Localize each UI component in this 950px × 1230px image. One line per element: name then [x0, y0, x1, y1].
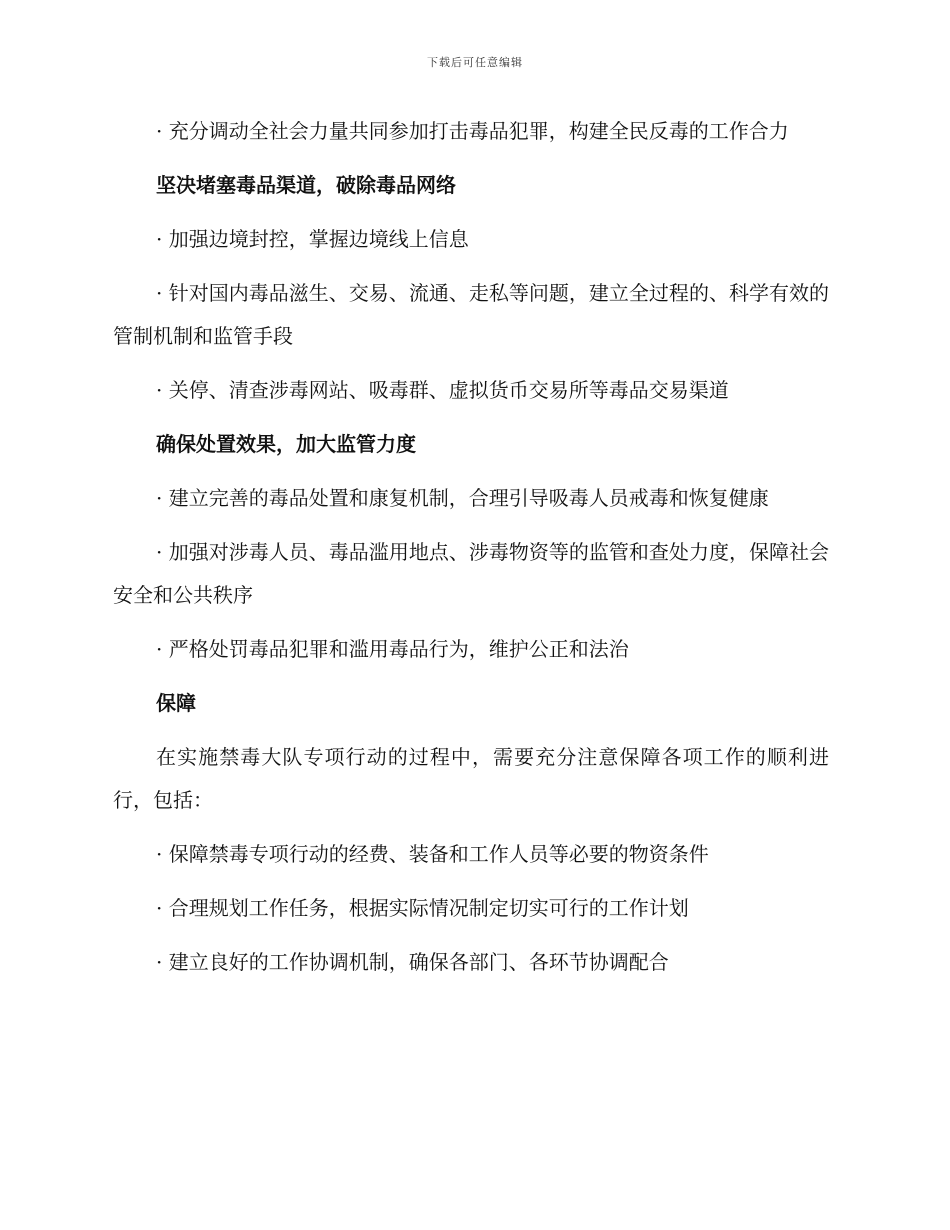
- section-heading: 确保处置效果，加大监管力度: [156, 432, 416, 456]
- bullet-item: · 严格处罚毒品犯罪和滥用毒品行为，维护公正和法治: [156, 637, 629, 661]
- bullet-item: · 针对国内毒品滋生、交易、流通、走私等问题，建立全过程的、科学有效的管制机制和监管手段: [113, 281, 829, 348]
- section-heading: 坚决堵塞毒品渠道，破除毒品网络: [156, 173, 456, 197]
- body-paragraph: 在实施禁毒大队专项行动的过程中，需要充分注意保障各项工作的顺利进行，包括：: [113, 745, 829, 812]
- bullet-item: · 建立完善的毒品处置和康复机制，合理引导吸毒人员戒毒和恢复健康: [156, 486, 769, 510]
- document-body: [113, 110, 829, 995]
- section-heading: 保障: [156, 691, 196, 715]
- bullet-item: · 关停、清查涉毒网站、吸毒群、虚拟货币交易所等毒品交易渠道: [156, 378, 729, 402]
- bullet-item: · 合理规划工作任务，根据实际情况制定切实可行的工作计划: [156, 896, 689, 920]
- bullet-item: · 保障禁毒专项行动的经费、装备和工作人员等必要的物资条件: [156, 842, 709, 866]
- page-header: 下载后可任意编辑: [427, 56, 523, 69]
- bullet-item: · 加强边境封控，掌握边境线上信息: [156, 227, 469, 251]
- bullet-item: · 充分调动全社会力量共同参加打击毒品犯罪，构建全民反毒的工作合力: [156, 119, 789, 143]
- bullet-item: · 建立良好的工作协调机制，确保各部门、各环节协调配合: [156, 950, 669, 974]
- bullet-item: · 加强对涉毒人员、毒品滥用地点、涉毒物资等的监管和查处力度，保障社会安全和公共秩序: [113, 540, 829, 607]
